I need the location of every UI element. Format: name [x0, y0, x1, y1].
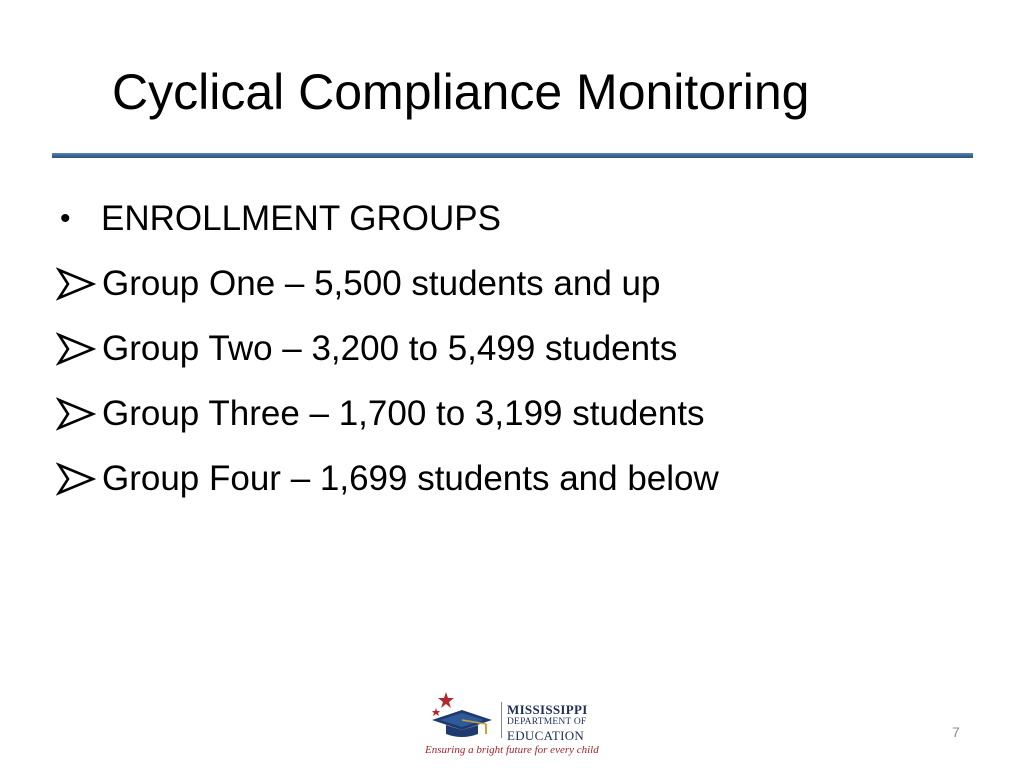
bullet-text: Group One – 5,500 students and up	[102, 263, 661, 303]
bullet-item	[56, 316, 956, 381]
title-divider	[52, 153, 973, 158]
arrow-bullet-icon	[56, 397, 102, 431]
bullet-item-heading	[56, 186, 956, 251]
arrow-bullet-icon	[56, 267, 102, 301]
bullet-item	[56, 446, 956, 511]
bullet-item	[56, 381, 956, 446]
slide-title: Cyclical Compliance Monitoring	[112, 64, 810, 120]
bullet-text: Group Two – 3,200 to 5,499 students	[102, 328, 678, 368]
bullet-item	[56, 251, 956, 316]
page-number: 7	[952, 724, 960, 740]
logo-text-state: MISSISSIPPI	[507, 702, 588, 717]
logo-text-education: EDUCATION	[507, 728, 585, 743]
mde-logo	[420, 688, 605, 758]
logo-text-department: DEPARTMENT OF	[507, 717, 587, 727]
bullet-dot-icon: •	[60, 201, 71, 235]
bullet-text: Group Three – 1,700 to 3,199 students	[102, 393, 705, 433]
bullet-text: Group Four – 1,699 students and below	[102, 458, 719, 498]
arrow-bullet-icon	[56, 462, 102, 496]
bullet-list	[56, 186, 956, 511]
bullet-text: ENROLLMENT GROUPS	[101, 198, 501, 238]
logo-divider	[501, 702, 502, 738]
arrow-bullet-icon	[56, 332, 102, 366]
graduation-cap-star-icon	[426, 690, 494, 738]
logo-tagline: Ensuring a bright future for every child	[425, 744, 599, 756]
